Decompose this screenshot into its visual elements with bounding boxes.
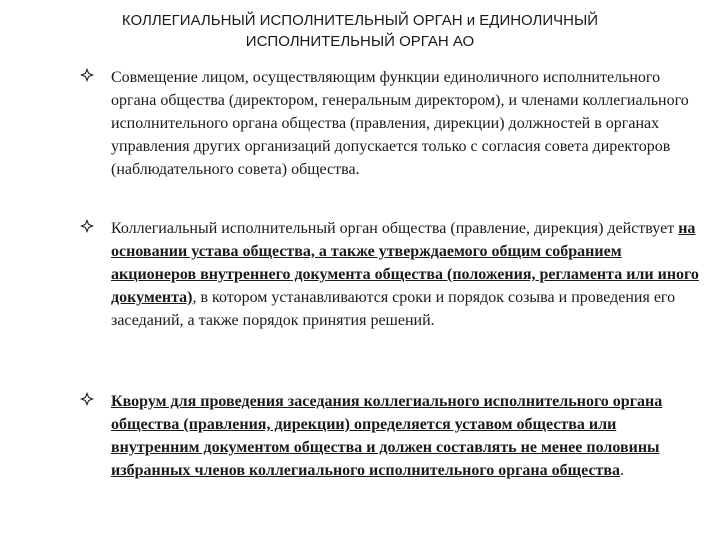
bullet-1-text: Совмещение лицом, осуществляющим функции единоличного исполнительного органа общества (директором, генеральным директором), и членами коллегиального исполнительного органа общества (правления, дирекции) должностей в органах управления других организаций допускается только с согласия совета директоров (наблюдательного совета) общества. bbox=[111, 69, 689, 178]
bullet-3-part2: . bbox=[620, 462, 625, 479]
bullet-2-part2: , в котором устанавливаются сроки и порядок созыва и проведения его заседаний, а также порядок принятия решений. bbox=[111, 289, 676, 329]
bullet-3-underlined: Кворум для проведения заседания коллегиального исполнительного органа общества (правления, дирекции) определяется уставом общества или внутренним документом общества и должен составлять не менее половины избранных членов коллегиального исполнительного органа общества bbox=[111, 393, 663, 479]
diamond-bullet-icon bbox=[80, 390, 94, 413]
diamond-bullet-icon bbox=[80, 217, 94, 240]
slide-title bbox=[60, 10, 660, 52]
bullet-text-2 bbox=[111, 217, 701, 332]
bullet-2-part1: Коллегиальный исполнительный орган общества (правление, дирекция) действует bbox=[111, 220, 679, 237]
title-line-2: ИСПОЛНИТЕЛЬНЫЙ ОРГАН АО bbox=[245, 33, 475, 50]
bullet-2-underlined: на основании устава общества, а также утверждаемого общим собранием акционеров внутреннего документа общества (положения, регламента или иного документа) bbox=[111, 220, 699, 306]
bullet-text-1 bbox=[111, 66, 701, 181]
title-line-1: КОЛЛЕГИАЛЬНЫЙ ИСПОЛНИТЕЛЬНЫЙ ОРГАН и ЕДИНОЛИЧНЫЙ bbox=[121, 12, 599, 29]
diamond-bullet-icon bbox=[80, 66, 94, 89]
bullet-text-3 bbox=[111, 390, 701, 482]
